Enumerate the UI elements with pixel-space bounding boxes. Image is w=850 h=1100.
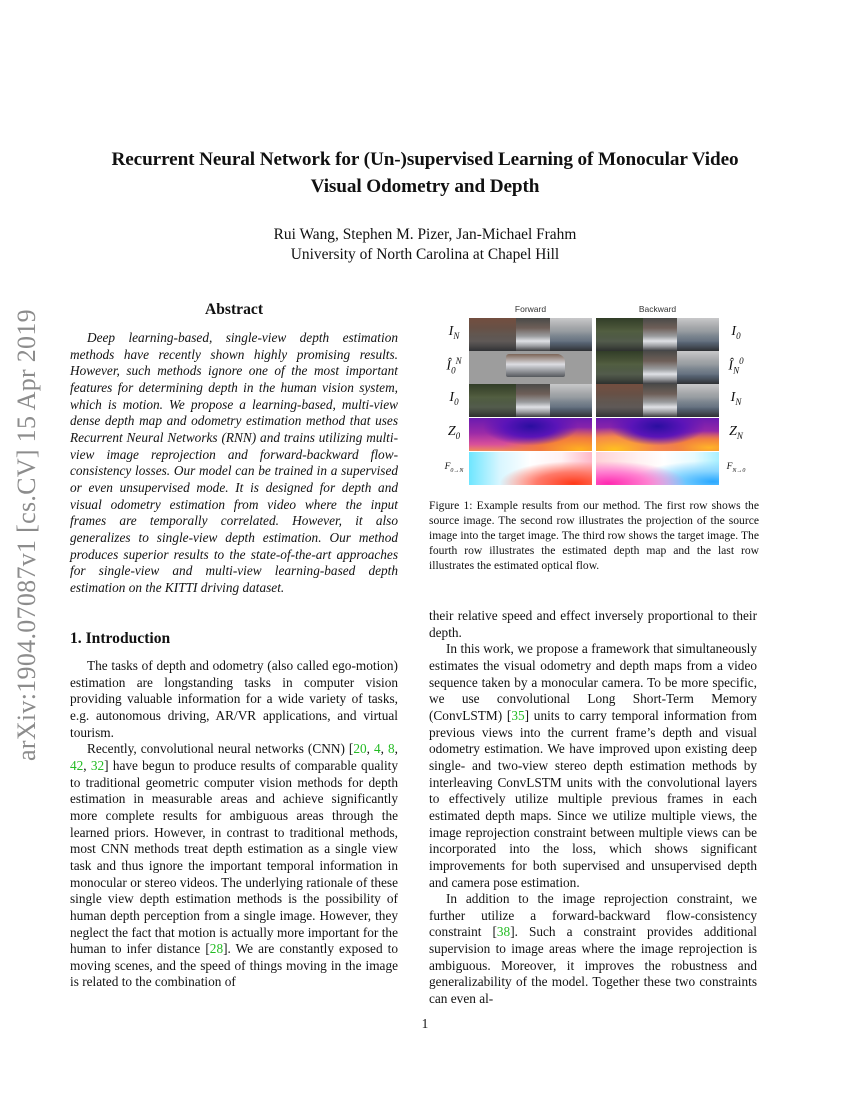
figure-1-caption: Figure 1: Example results from our method. The first row shows the source image. The second row illustrates the projection of the source image into the target image. The third row shows the target image. The fourth row illustrates the estimated depth map and the last row illustrates the estimated optical flow.	[429, 499, 759, 572]
affiliation: University of North Carolina at Chapel Hill	[290, 246, 560, 263]
citation-link[interactable]: 35	[511, 707, 525, 723]
figure-col-label-forward: Forward	[514, 304, 547, 314]
depth-map-forward	[469, 418, 592, 451]
source-image-backward	[596, 318, 719, 351]
authors: Rui Wang, Stephen M. Pizer, Jan-Michael Frahm	[273, 226, 577, 243]
text-run: ] have begun to produce results of comparable quality to traditional geometric computer vision methods for depth estimation in measurable areas and achieve significantly more complete results for ambiguous areas through the learned priors. However, in contrast to traditional methods, most CNN methods treat depth estimation as a single view task and thus ignore the important temporal information in monocular or stereo videos. The underlying rationale of these single view depth estimation methods is the possibility of human depth perception from a single image. However, they neglect the fact that motion is actually more important for the human to infer distance [	[70, 757, 398, 957]
depth-map-backward	[596, 418, 719, 451]
paper-title	[60, 146, 790, 200]
text-run: In this work, we propose a framework that simultaneously estimates the visual odometry and depth maps from a video sequence taken by a monocular camera. To be more specific, we use convolutional Long Short-Term Memory (ConvLSTM) [	[429, 641, 757, 723]
row-label-i-0-right: $I_0$	[731, 324, 741, 341]
source-image-forward	[469, 318, 592, 351]
abstract-text: Deep learning-based, single-view depth estimation methods have recently shown highly promising results. However, such methods ignore one of the most important features for determining depth in the human vision system, which is motion. We propose a learning-based, multi-view dense depth map and odometry estimation method that uses Recurrent Neural Networks (RNN) and trains utilizing multi-view image reprojection and forward-backward flow-consistency losses. Our model can be trained in a supervised or even unsupervised mode. It is designed for depth and visual odometry estimation from video where the input frames are temporally correlated. However, it also generalizes to single-view depth estimation. Our method produces superior results to the state-of-the-art approaches for single-view and multi-view learning-based depth estimation on the KITTI driving dataset.	[70, 330, 398, 595]
citation-link[interactable]: 42	[70, 757, 84, 773]
target-image-backward	[596, 384, 719, 417]
text-run: ]. We are constantly exposed to moving scenes, and the speed of things moving in the image is related to the combination of	[70, 941, 398, 990]
title-line-1: Recurrent Neural Network for (Un-)supervised Learning of Monocular Video	[111, 149, 739, 170]
intro-paragraph-1: The tasks of depth and odometry (also called ego-motion) estimation are longstanding tasks in computer vision providing valuable information for a wide variety of tasks, e.g. autonomous driving, AR/VR applications, and virtual tourism.	[70, 658, 398, 740]
figure-1	[440, 300, 770, 490]
text-run: ]. Such a constraint provides additional supervision to image areas where the image reprojection is ambiguous. Moreover, it improves the robustness and generalizability of the model. Together these two constraints can even al-	[429, 924, 758, 1007]
title-line-2: Visual Odometry and Depth	[310, 176, 540, 197]
page-number: 1	[421, 1016, 429, 1031]
row-label-i-hat-n-0: $Î_N^0$	[728, 356, 744, 376]
abstract-heading: Abstract	[204, 301, 264, 318]
projected-image-backward	[596, 351, 719, 384]
citation-link[interactable]: 38	[496, 924, 511, 940]
section-heading-introduction: 1. Introduction	[70, 630, 171, 647]
intro-left-column	[70, 658, 398, 991]
optical-flow-forward	[469, 452, 592, 485]
intro-paragraph-4	[429, 891, 757, 1008]
abstract-body	[70, 330, 398, 597]
citation-link[interactable]: 20	[353, 741, 367, 757]
row-label-f-n-0: $F_{N\to 0}$	[726, 462, 746, 474]
projected-image-forward	[469, 351, 592, 384]
intro-paragraph-3	[429, 641, 757, 891]
row-label-z-n: $Z_N$	[729, 424, 743, 441]
author-block	[60, 225, 790, 265]
row-label-i-0: $I_0$	[449, 390, 459, 407]
row-label-i-n: $I_N$	[448, 324, 460, 341]
row-label-i-n-right: $I_N$	[730, 390, 742, 407]
figure-col-label-backward: Backward	[638, 304, 677, 314]
row-label-i-hat-0-n: $Î_0^N$	[446, 356, 462, 376]
intro-paragraph-2: Recently, convolutional neural networks (CNN) [20, 4, 8, 42, 32] have begun to produce results of comparable quality to traditional geometric computer vision methods for depth estimation in measurable areas and achieve significantly more complete results for ambiguous areas through the learned priors. However, in contrast to traditional methods, most CNN methods treat depth estimation as a single view task and thus ignore the important temporal information in monocular or stereo videos. The underlying rationale of these single view depth estimation methods is the possibility of human depth perception from a single image. However, they neglect the fact that motion is actually more important for the human to infer distance [28]. We are constantly exposed to moving scenes, and the speed of things moving in the image is related to the combination of	[70, 741, 398, 990]
citation-link[interactable]: 4	[373, 741, 381, 757]
intro-continuation: their relative speed and effect inversely proportional to their depth.	[429, 608, 757, 640]
citation-link[interactable]: 8	[388, 741, 395, 757]
optical-flow-backward	[596, 452, 719, 485]
row-label-f-0-n: $F_{0\to N}$	[444, 462, 464, 474]
text-run: Recently, convolutional neural networks (CNN) [	[87, 741, 354, 757]
citation-link[interactable]: 28	[209, 941, 224, 957]
intro-right-column	[429, 608, 757, 1008]
text-run: In addition to the image reprojection constraint, we further utilize a forward-backward flow-consistency constraint [	[429, 891, 757, 940]
target-image-forward	[469, 384, 592, 417]
row-label-z-0: $Z_0$	[447, 424, 461, 441]
arxiv-stamp: arXiv:1904.07087v1 [cs.CV] 15 Apr 2019	[12, 309, 41, 761]
citation-link[interactable]: 32	[90, 757, 105, 773]
text-run: ] units to carry temporal information from previous views into the current frame’s depth and visual odometry estimation. We have improved upon existing deep single- and two-view stereo depth estimation methods by interleaving ConvLSTM units with the convolutional layers to effectively utilize multiple previous frames in each estimated depth maps. Since we utilize multiple views, the image reprojection constraint between multiple views can be incorporated into the loss, which shows significant improvements for both supervised and unsupervised depth and camera pose estimation.	[429, 707, 757, 890]
